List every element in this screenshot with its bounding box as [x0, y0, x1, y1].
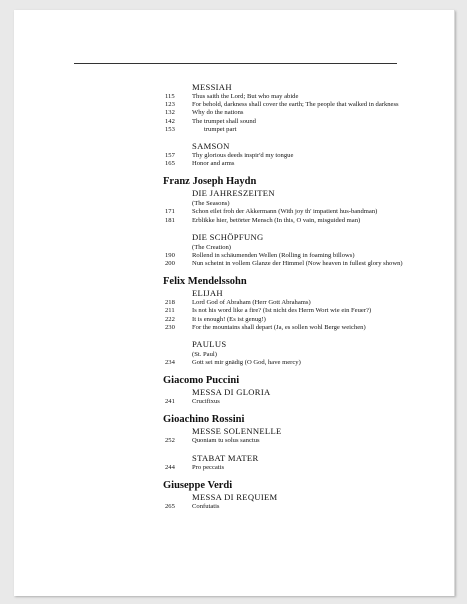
work-title: MESSA DI GLORIA — [192, 387, 271, 398]
page-number: 165 — [165, 160, 175, 168]
page-number: 234 — [165, 359, 175, 367]
work-subtitle: (The Creation) — [192, 243, 231, 251]
toc-entry — [165, 93, 405, 101]
work-title: STABAT MATER — [192, 452, 259, 463]
composer-heading: Gioachino Rossini — [163, 414, 245, 426]
entry-title: Erblikke hier, betörter Mensch (In this, O vain, misguided man) — [192, 216, 361, 224]
toc-entry — [165, 217, 405, 225]
entry-title: It is enough! (Es ist genug!) — [192, 315, 266, 323]
page-number: 142 — [165, 117, 175, 125]
toc-entry — [165, 503, 405, 511]
toc-entry — [165, 152, 405, 160]
entry-title: Nun scheint in vollem Glanze der Himmel (Now heaven in fullest glory shown) — [192, 260, 403, 268]
composer-heading: Franz Joseph Haydn — [163, 176, 257, 188]
toc-entry — [165, 109, 405, 117]
work-group — [165, 339, 405, 367]
page-number: 218 — [165, 299, 175, 307]
toc-entry — [165, 101, 405, 109]
entry-title: Quoniam tu solus sanctus — [192, 437, 260, 445]
page-number: 211 — [165, 307, 175, 315]
page-number: 171 — [165, 208, 175, 216]
work-group — [165, 426, 405, 445]
work-title: DIE SCHÖPFUNG — [192, 231, 264, 242]
page-number: 265 — [165, 502, 175, 510]
work-group — [165, 492, 405, 511]
toc-entry — [165, 260, 405, 268]
work-title: MESSE SOLENNELLE — [192, 426, 282, 437]
toc-entry — [165, 324, 405, 332]
page-number: 222 — [165, 315, 175, 323]
work-title: PAULUS — [192, 339, 227, 350]
entry-title: Is not his word like a fire? (Ist nicht des Herrn Wort wie ein Feuer?) — [192, 307, 372, 315]
entry-title: Why do the nations — [192, 109, 244, 117]
entry-title: Schon eilet froh der Akkermann (With joy th' impatient hus-bandman) — [192, 208, 378, 216]
work-group — [165, 141, 405, 168]
work-title: DIE JAHRESZEITEN — [192, 188, 275, 199]
page-number: 157 — [165, 152, 175, 160]
entry-title: For behold, darkness shall cover the earth; The people that walked in darkness — [192, 101, 399, 109]
work-subtitle: (The Seasons) — [192, 200, 230, 208]
work-title: ELIJAH — [192, 288, 223, 299]
work-group — [165, 453, 405, 472]
entry-title: Confutatis — [192, 502, 220, 510]
page-number: 181 — [165, 216, 175, 224]
work-group — [165, 188, 405, 224]
toc-entry — [165, 437, 405, 445]
entry-title: Thus saith the Lord; But who may abide — [192, 93, 299, 100]
page-number: 241 — [165, 398, 175, 406]
page-number: 123 — [165, 101, 175, 109]
toc-entry — [165, 252, 405, 260]
entry-title: Pro peccatis — [192, 463, 225, 471]
entry-title: Honor and arms — [192, 160, 235, 168]
work-group — [165, 82, 405, 134]
work-group — [165, 232, 405, 268]
toc-entry — [165, 299, 405, 307]
work-title: SAMSON — [192, 141, 230, 152]
entry-title: Rollend in schäumenden Wellen (Rolling in foaming billows) — [192, 251, 355, 259]
page-number: 132 — [165, 109, 175, 117]
composer-heading: Felix Mendelssohn — [163, 276, 247, 288]
toc-entry — [165, 316, 405, 324]
work-group — [165, 387, 405, 406]
page-number: 115 — [165, 93, 175, 100]
toc-entry — [165, 464, 405, 472]
entry-title: trumpet part — [204, 125, 237, 133]
entry-title: For the mountains shall depart (Ja, es sollen wohl Berge weichen) — [192, 323, 366, 331]
toc-entry — [165, 160, 405, 168]
toc-entry — [165, 359, 405, 367]
work-title: MESSIAH — [192, 82, 232, 92]
toc-entry — [165, 126, 405, 134]
toc-entry — [165, 307, 405, 315]
page-number: 153 — [165, 125, 175, 133]
page-number: 252 — [165, 437, 175, 445]
table-of-contents — [165, 82, 405, 518]
page-number: 200 — [165, 260, 175, 268]
work-group — [165, 288, 405, 332]
page-number: 244 — [165, 463, 175, 471]
entry-title: Lord God of Abraham (Herr Gott Abrahams) — [192, 299, 311, 307]
page-number: 190 — [165, 251, 175, 259]
composer-heading: Giuseppe Verdi — [163, 479, 233, 491]
toc-entry — [165, 118, 405, 126]
document-page — [14, 10, 455, 596]
toc-entry — [165, 208, 405, 216]
entry-title: Gott sei mir gnädig (O God, have mercy) — [192, 359, 301, 367]
page-number: 230 — [165, 323, 175, 331]
toc-entry — [165, 398, 405, 406]
entry-title: The trumpet shall sound — [192, 117, 256, 125]
entry-title: Thy glorious deeds inspir'd my tongue — [192, 152, 294, 160]
entry-title: Crucifixus — [192, 398, 220, 406]
composer-heading: Giacomo Puccini — [163, 375, 240, 387]
work-title: MESSA DI REQUIEM — [192, 491, 278, 502]
header-rule — [74, 63, 397, 64]
work-subtitle: (St. Paul) — [192, 351, 217, 359]
